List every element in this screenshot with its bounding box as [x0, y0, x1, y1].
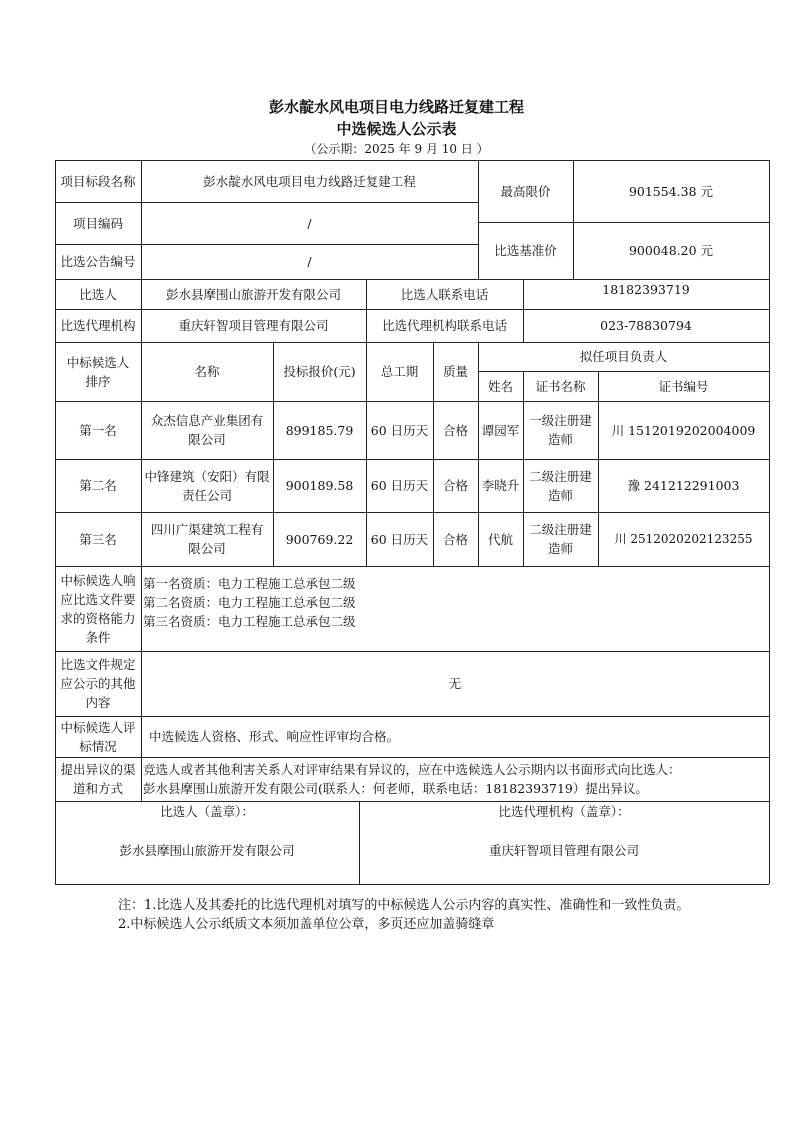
candidate-cert-no: 川 2512020202123255	[614, 531, 753, 546]
base-price-label: 比选基准价	[494, 243, 557, 258]
max-price-value: 901554.38 元	[628, 183, 714, 199]
manager-name-header: 姓名	[487, 378, 513, 394]
selector-seal-value: 彭水县摩围山旅游开发有限公司	[119, 842, 295, 858]
candidate-bid: 900769.22	[285, 531, 354, 547]
candidate-manager: 谭园军	[481, 422, 520, 438]
selector-phone-label: 比选人联系电话	[400, 286, 489, 302]
cert-no-header: 证书编号	[658, 378, 709, 394]
announcement-number-label: 比选公告编号	[60, 254, 136, 269]
agent-phone-value: 023-78830794	[600, 318, 692, 333]
qualification-line: 第一名资质：电力工程施工总承包二级	[143, 576, 356, 591]
objection-value	[141, 760, 769, 800]
candidate-period: 60 日历天	[370, 422, 429, 438]
project-name-label: 项目标段名称	[60, 173, 136, 189]
agent-value: 重庆轩智项目管理有限公司	[178, 318, 329, 333]
other-content-value: 无	[448, 676, 462, 691]
candidate-manager: 代航	[487, 531, 513, 547]
candidate-rank: 第三名	[79, 531, 117, 547]
evaluation-value: 中选候选人资格、形式、响应性评审均合格。	[149, 729, 400, 744]
name-header: 名称	[194, 364, 220, 379]
qualification-list	[141, 574, 769, 644]
rank-header: 中标候选人排序	[66, 354, 130, 389]
candidate-name: 众杰信息产业集团有限公司	[150, 413, 264, 447]
manager-header: 拟任项目负责人	[579, 349, 668, 364]
candidate-bid: 899185.79	[285, 422, 354, 438]
candidate-cert-no: 豫 241212291003	[627, 478, 740, 493]
agent-phone-label: 比选代理机构联系电话	[381, 318, 507, 333]
other-content-label: 比选文件规定应公示的其他内容	[60, 657, 136, 710]
project-code-label: 项目编码	[72, 215, 123, 231]
footnotes	[118, 897, 698, 933]
base-price-value: 900048.20 元	[628, 243, 714, 258]
quality-header: 质量	[442, 364, 468, 379]
document-title: 彭水靛水风电项目电力线路迁复建工程	[268, 98, 524, 116]
selector-phone-value: 18182393719	[602, 281, 690, 297]
candidate-quality: 合格	[442, 422, 468, 438]
candidate-rank: 第一名	[79, 422, 117, 438]
candidate-bid: 900189.58	[285, 478, 354, 493]
candidate-quality: 合格	[442, 531, 468, 547]
agent-label: 比选代理机构	[60, 318, 136, 333]
candidate-name: 中锋建筑（安阳）有限责任公司	[144, 468, 270, 503]
footnote-1: 注：1.比选人及其委托的比选代理机对填写的中标候选人公示内容的真实性、准确性和一致性负责。	[118, 898, 690, 913]
candidate-name: 四川广渠建筑工程有限公司	[150, 522, 264, 556]
candidate-period: 60 日历天	[370, 478, 429, 493]
agent-seal-value: 重庆轩智项目管理有限公司	[488, 842, 639, 858]
max-price-label: 最高限价	[500, 183, 551, 199]
qualification-label: 中标候选人响应比选文件要求的资格能力条件	[60, 572, 136, 645]
objection-label: 提出异议的渠道和方式	[60, 762, 136, 796]
bid-header: 投标报价(元)	[283, 364, 356, 379]
candidate-cert-name: 二级注册建造师	[529, 522, 592, 556]
cert-name-header: 证书名称	[535, 378, 586, 394]
candidate-cert-no: 川 1512019202004009	[611, 422, 756, 438]
agent-seal-label: 比选代理机构（盖章）：	[498, 803, 630, 819]
footnote-2: 2.中标候选人公示纸质文本须加盖单位公章，多页还应加盖骑缝章	[118, 917, 495, 932]
selector-seal-label: 比选人（盖章）：	[160, 803, 254, 819]
selector-label: 比选人	[79, 286, 117, 302]
evaluation-label: 中标候选人评标情况	[60, 719, 136, 754]
candidate-rank: 第二名	[79, 478, 117, 493]
selector-value: 彭水县摩围山旅游开发有限公司	[165, 286, 341, 302]
period-header: 总工期	[380, 364, 419, 379]
qualification-line: 第三名资质：电力工程施工总承包二级	[143, 614, 356, 629]
document-subtitle: 中选候选人公示表	[336, 120, 457, 138]
project-name-value: 彭水靛水风电项目电力线路迁复建工程	[203, 173, 416, 189]
objection-line: 彭水县摩围山旅游开发有限公司(联系人：何老师，联系电话：18182393719）提出异议。	[143, 781, 648, 796]
candidate-cert-name: 一级注册建造师	[529, 413, 592, 447]
project-code-value: /	[307, 215, 312, 231]
qualification-line: 第二名资质：电力工程施工总承包二级	[143, 595, 356, 610]
notice-period: （公示期：2025 年 9 月 10 日 ）	[304, 142, 489, 156]
objection-line: 竞选人或者其他利害关系人对评审结果有异议的，应在中选候选人公示期内以书面形式向比选人：	[143, 762, 681, 777]
candidate-period: 60 日历天	[370, 531, 429, 547]
announcement-number-value: /	[307, 254, 312, 269]
candidate-quality: 合格	[442, 478, 468, 493]
candidate-manager: 李晓升	[481, 478, 520, 493]
candidate-cert-name: 二级注册建造师	[529, 468, 592, 503]
